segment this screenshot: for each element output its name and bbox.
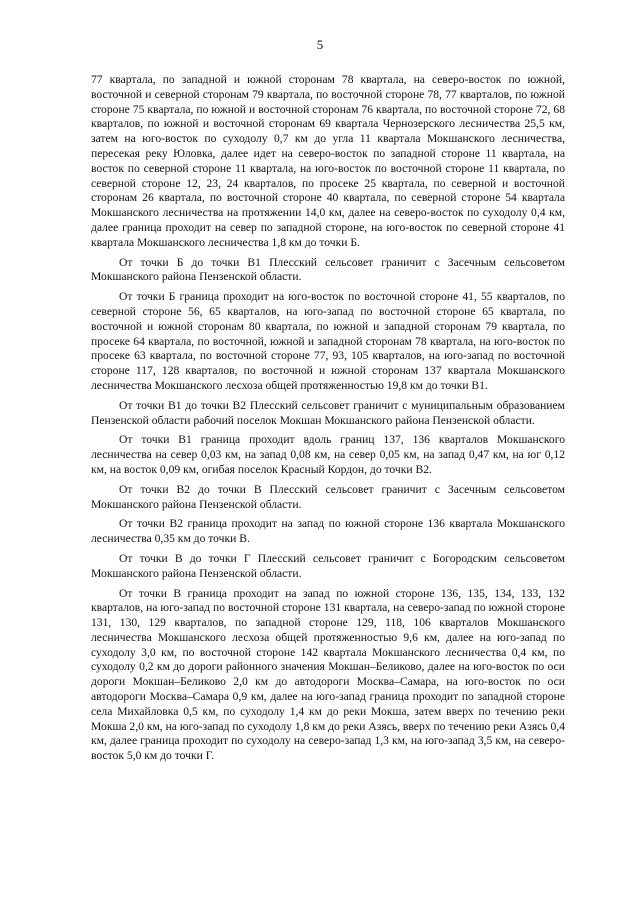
paragraph: От точки В граница проходит на запад по южной стороне 136, 135, 134, 133, 132 кварталов, на юго-запад по восточной стороне 131 квартала, на северо-запад по южной стороне 131, 130, 129 кварталов, по западной стороне 129, 118, 106 кварталов Мокшанского лесничества Мокшанского лесхоза общей протяженностью 9,6 км, далее на юго-запад по суходолу 3,0 км, по восточной стороне 142 квартала Мокшанского лесничества 0,4 км, по суходолу 0,2 км до дороги районного значения Мокшан–Беликово, далее на юго-восток по оси дороги Мокшан–Беликово 2,0 км до автодороги Москва–Самара, на юго-восток по оси автодороги Москва–Самара 0,9 км, далее на юго-запад граница проходит по западной стороне села Михайловка 0,5 км, по суходолу 1,4 км до реки Мокша, затем вверх по течению реки Мокша 2,0 км, на юго-запад по суходолу 1,8 км до реки Азясь, вверх по течению реки Азясь 0,4 км, далее граница проходит по суходолу на северо-запад 1,3 км, на юго-запад 3,5 км, на северо-восток 5,0 км до точки Г. [91,586,565,763]
paragraph: От точки В1 граница проходит вдоль границ 137, 136 кварталов Мокшанского лесничества на север 0,03 км, на запад 0,08 км, на север 0,05 км, на запад 0,47 км, на юг 0,12 км, на восток 0,09 км, огибая поселок Красный Кордон, до точки В2. [91,433,565,476]
paragraph: От точки Б до точки В1 Плесский сельсовет граничит с Засечным сельсоветом Мокшанского района Пензенской области. [91,255,565,284]
paragraph: От точки В2 до точки В Плесский сельсовет граничит с Засечным сельсоветом Мокшанского района Пензенской области. [91,482,565,511]
paragraph: От точки В2 граница проходит на запад по южной стороне 136 квартала Мокшанского лесничества 0,35 км до точки В. [91,517,565,546]
paragraph: От точки Б граница проходит на юго-восток по восточной стороне 41, 55 кварталов, по северной стороне 56, 65 кварталов, на юго-запад по восточной стороне 65 квартала, по восточной и южной сторонам 80 квартала, по южной и западной сторонам 79 квартала, по просеке 64 квартала, по восточной, южной и западной сторонам 78 квартала, на юго-восток по просеке 63 квартала, по восточной стороне 77, 93, 105 кварталов, на юго-запад по восточной стороне 117, 128 кварталов, по восточной и южной сторонам 137 квартала Мокшанского лесничества Мокшанского лесхоза общей протяженностью 19,8 км до точки В1. [91,290,565,392]
document-body [91,73,565,769]
paragraph: От точки В до точки Г Плесский сельсовет граничит с Богородским сельсоветом Мокшанского района Пензенской области. [91,551,565,580]
page-number: 5 [316,37,324,52]
paragraph: 77 квартала, по западной и южной сторонам 78 квартала, на северо-восток по южной, восточной и северной сторонам 79 квартала, по восточной стороне 78, 77 кварталов, по южной стороне 75 квартала, по южной и восточной сторонам 76 квартала, по восточной стороне 72, 68 кварталов, по южной и восточной сторонам 69 квартала Чернозерского лесничества 25,5 км, затем на юго-восток по суходолу 0,7 км до угла 11 квартала Мокшанского лесничества, пересекая реку Юловка, далее идет на северо-восток по западной стороне 11 квартала, на восток по северной стороне 11 квартала, на юго-восток по восточной стороне 11 квартала, по северной стороне 12, 23, 24 кварталов, по просеке 25 квартала, по северной и восточной сторонам 26 квартала, по восточной стороне 40 квартала, по северной стороне 54 квартала Мокшанского лесничества на протяжении 14,0 км, далее на северо-восток по суходолу 0,4 км, далее граница проходит на север по западной стороне, на юго-восток по северной стороне 41 квартала Мокшанского лесничества 1,8 км до точки Б. [91,73,565,249]
paragraph: От точки В1 до точки В2 Плесский сельсовет граничит с муниципальным образованием Пензенской области рабочий поселок Мокшан Мокшанского района Пензенской области. [91,398,565,427]
